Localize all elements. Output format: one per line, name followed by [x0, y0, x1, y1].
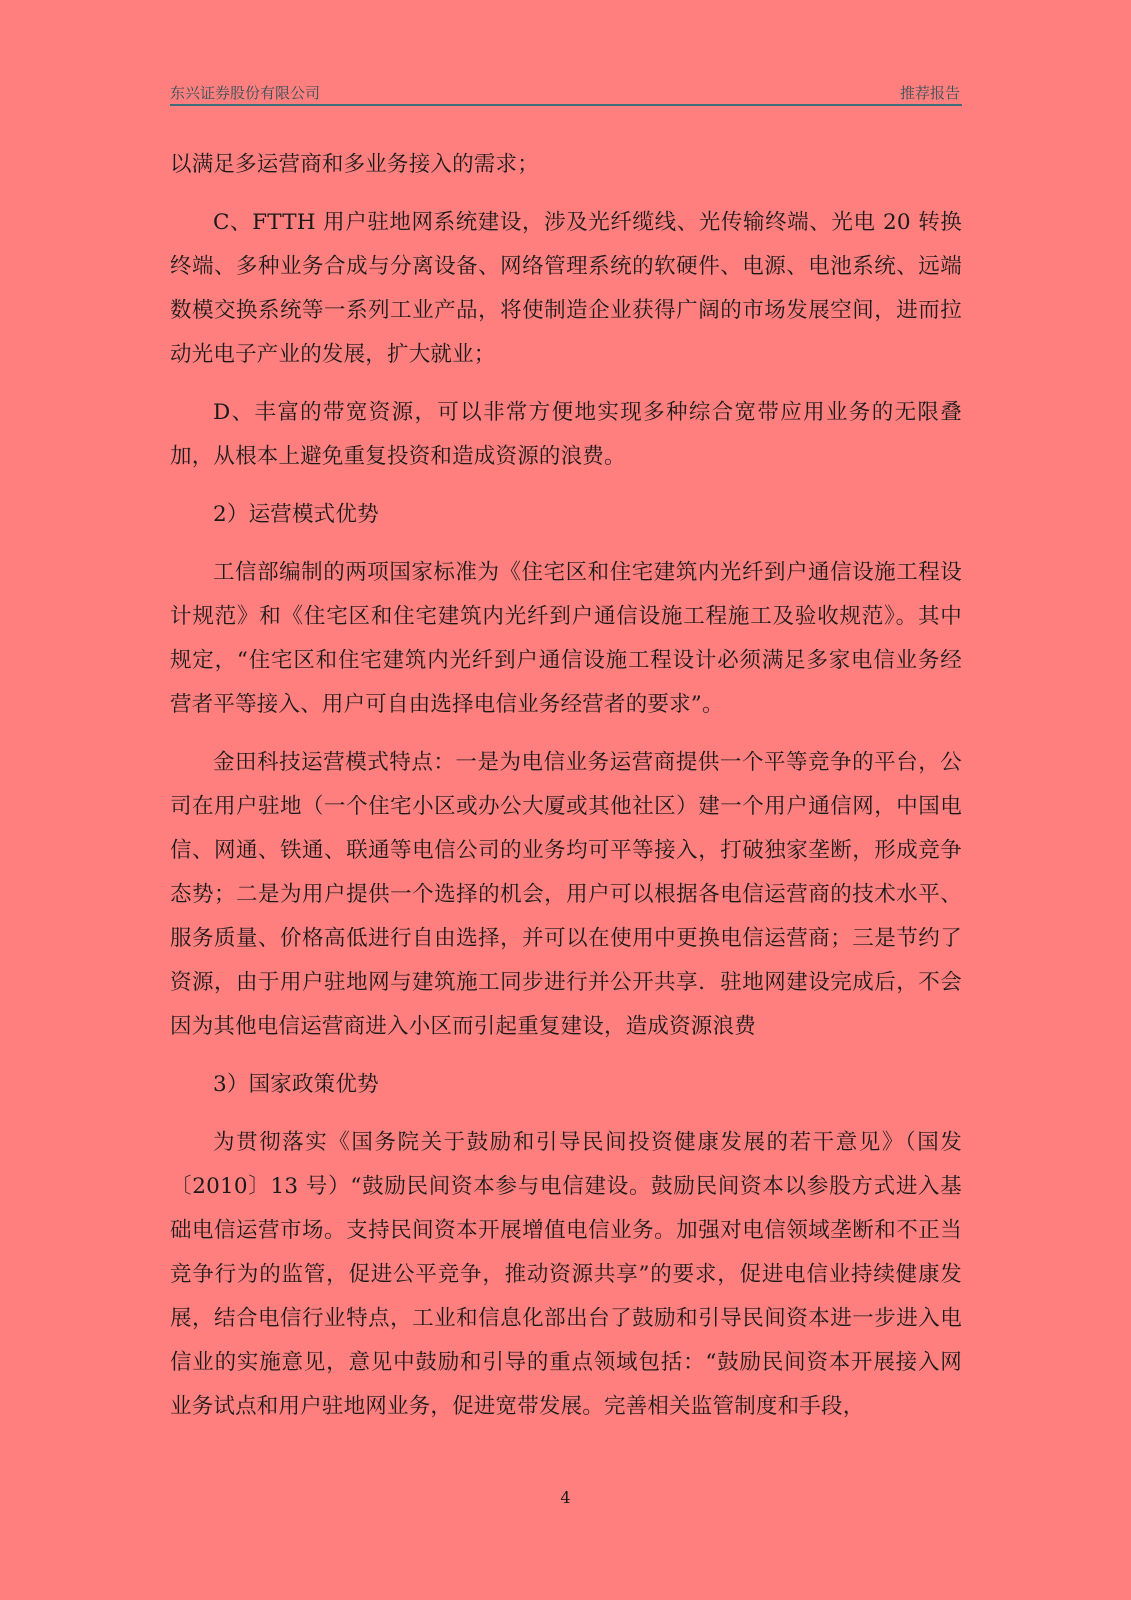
page-number: 4	[560, 1488, 571, 1507]
paragraph: 以满足多运营商和多业务接入的需求；	[170, 152, 539, 177]
paragraph: 为贯彻落实《国务院关于鼓励和引导民间投资健康发展的若干意见》（国发〔2010〕13 号）“鼓励民间资本参与电信建设。鼓励民间资本以参股方式进入基础电信运营市场。支持民间资本开展增值电信业务。加强对电信领域垄断和不正当竞争行为的监管，促进公平竞争，推动资源共享”的要求，促进电信业持续健康发展，结合电信行业特点，工业和信息化部出台了鼓励和引导民间资本进一步进入电信业的实施意见，意见中鼓励和引导的重点领域包括：“鼓励民间资本开展接入网业务试点和用户驻地网业务，促进宽带发展。完善相关监管制度和手段，	[170, 1130, 962, 1419]
paragraph: 工信部编制的两项国家标准为《住宅区和住宅建筑内光纤到户通信设施工程设计规范》和《住宅区和住宅建筑内光纤到户通信设施工程施工及验收规范》。其中规定，“住宅区和住宅建筑内光纤到户通信设施工程设计必须满足多家电信业务经营者平等接入、用户可自由选择电信业务经营者的要求”。	[170, 560, 962, 717]
paragraph: D、丰富的带宽资源，可以非常方便地实现多种综合宽带应用业务的无限叠加，从根本上避免重复投资和造成资源的浪费。	[170, 400, 962, 469]
paragraph: C、FTTH 用户驻地网系统建设，涉及光纤缆线、光传输终端、光电 20 转换终端、多种业务合成与分离设备、网络管理系统的软硬件、电源、电池系统、远端数模交换系统等一系列工业产品，将使制造企业获得广阔的市场发展空间，进而拉动光电子产业的发展，扩大就业；	[170, 210, 962, 367]
document-body	[170, 143, 962, 1443]
page-header	[170, 80, 962, 106]
header-company: 东兴证券股份有限公司	[170, 84, 321, 102]
section-heading: 3）国家政策优势	[213, 1072, 379, 1097]
paragraph: 金田科技运营模式特点：一是为电信业务运营商提供一个平等竞争的平台，公司在用户驻地（一个住宅小区或办公大厦或其他社区）建一个用户通信网，中国电信、网通、铁通、联通等电信公司的业务均可平等接入，打破独家垄断，形成竞争态势；二是为用户提供一个选择的机会，用户可以根据各电信运营商的技术水平、服务质量、价格高低进行自由选择，并可以在使用中更换电信运营商；三是节约了资源，由于用户驻地网与建筑施工同步进行并公开共享．驻地网建设完成后，不会因为其他电信运营商进入小区而引起重复建设，造成资源浪费	[170, 750, 962, 1039]
header-doc-type: 推荐报告	[899, 84, 960, 102]
section-heading: 2）运营模式优势	[213, 502, 379, 527]
